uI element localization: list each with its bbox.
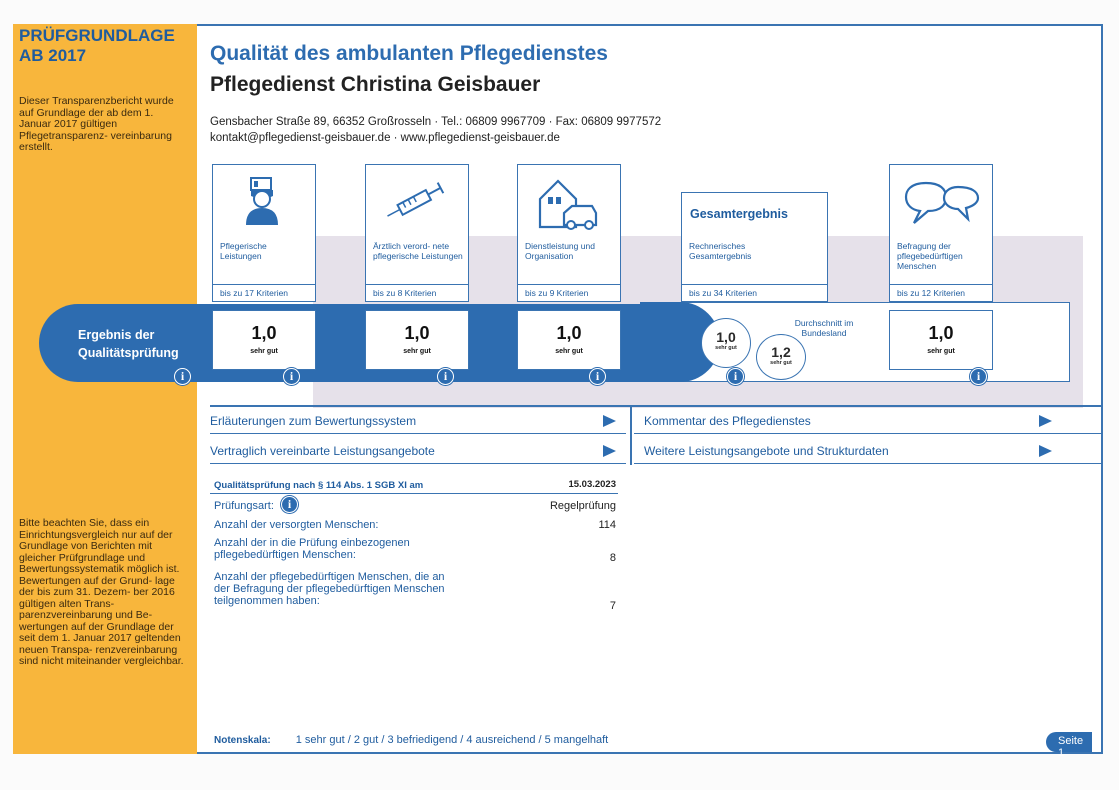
play-arrow-icon[interactable]	[1039, 445, 1052, 457]
page-number: Seite 1	[1046, 732, 1092, 752]
card-criteria: bis zu 12 Kriterien	[890, 284, 992, 301]
card-criteria: bis zu 34 Kriterien	[682, 284, 827, 301]
info-icon[interactable]: i	[281, 496, 298, 513]
card-dienstleistung	[517, 164, 621, 302]
address: Gensbacher Straße 89, 66352 Großrosseln · Tel.: 06809 9967709 · Fax: 06809 9977572	[210, 116, 662, 128]
sidebar-title-line2: AB 2017	[19, 46, 87, 65]
info-icon[interactable]: i	[589, 368, 606, 385]
play-arrow-icon[interactable]	[1039, 415, 1052, 427]
card-label: Pflegerische Leistungen	[220, 241, 267, 261]
link-label: Kommentar des Pflegedienstes	[644, 414, 811, 428]
gesamtergebnis-heading: Gesamtergebnis	[690, 207, 788, 221]
syringe-icon	[382, 177, 454, 225]
sidebar-title	[19, 26, 179, 66]
nurse-icon	[243, 175, 287, 227]
average-label-text: Durchschnitt im Bundesland	[794, 318, 854, 338]
link-label: Erläuterungen zum Bewertungssystem	[210, 414, 417, 428]
score-value: 1,0	[251, 323, 277, 343]
address-block	[210, 114, 661, 146]
score-grade: sehr gut	[927, 348, 955, 355]
link-leistungsangebote[interactable]	[210, 437, 626, 464]
divider	[210, 752, 1103, 754]
page-title: Qualität des ambulanten Pflegedienstes	[210, 42, 608, 65]
info-icon[interactable]: i	[437, 368, 454, 385]
pruefung-label: Qualitätsprüfung nach § 114 Abs. 1 SGB XI am	[214, 480, 424, 491]
score-value: 1,0	[404, 323, 430, 343]
score-grade: sehr gut	[555, 348, 583, 355]
link-label: Weitere Leistungsangebote und Strukturdaten	[644, 444, 889, 458]
card-befragung	[889, 164, 993, 302]
result-label	[78, 326, 188, 362]
average-score-value: 1,2	[771, 344, 791, 360]
play-arrow-icon[interactable]	[603, 445, 616, 457]
art-label: Prüfungsart:	[214, 500, 274, 512]
card-label: Befragung der pflegebedürftigen Menschen	[897, 241, 963, 271]
result-label-text: Ergebnis der Qualitätsprüfung	[78, 328, 179, 360]
card-label: Rechnerisches Gesamtergebnis	[689, 241, 752, 261]
card-gesamtergebnis	[681, 192, 828, 302]
card-criteria: bis zu 8 Kriterien	[366, 284, 468, 301]
speech-bubbles-icon	[904, 179, 980, 229]
befragung-label: Anzahl der pflegebedürftigen Menschen, die an der Befragung der pflegebedürftigen Menschen teilgenommen haben:	[214, 571, 445, 607]
score-box-2	[365, 310, 469, 370]
play-arrow-icon[interactable]	[603, 415, 616, 427]
contact: kontakt@pflegedienst-geisbauer.de · www.pflegedienst-geisbauer.de	[210, 132, 560, 144]
sidebar-note: Bitte beachten Sie, dass ein Einrichtungsvergleich nur auf der Grundlage von Berichten mit gleicher Prüfgrundlage und Bewertungssystematik möglich ist. Bewertungen auf der Grund- lage der bis zum 31. Dezem- ber 2016 gültigen alten Trans- parenzvereinbarung und Be- wertungen auf der Grundlage der seit dem 1. Januar 2017 geltenden neuen Transpa- renzvereinbarung sind nicht miteinander vergleichbar.	[19, 517, 184, 667]
average-score-circle	[756, 334, 806, 380]
card-label: Ärztlich verord- nete pflegerische Leistungen	[373, 241, 463, 261]
link-weitere-leistungsangebote[interactable]	[634, 437, 1103, 464]
link-kommentar[interactable]	[634, 407, 1103, 434]
score-box-5	[889, 310, 993, 370]
sidebar-title-line1: PRÜFGRUNDLAGE	[19, 26, 175, 45]
info-icon[interactable]: i	[970, 368, 987, 385]
gesamt-score-circle	[701, 318, 751, 368]
score-grade: sehr gut	[250, 348, 278, 355]
art-value: Regelprüfung	[549, 500, 616, 512]
divider-vertical	[630, 407, 632, 465]
score-grade: sehr gut	[403, 348, 431, 355]
score-value: 1,0	[556, 323, 582, 343]
einbezogen-value: 8	[609, 552, 616, 564]
pruefung-date: 15.03.2023	[568, 479, 616, 490]
score-value: 1,0	[716, 329, 736, 345]
info-icon[interactable]: i	[727, 368, 744, 385]
versorgt-value: 114	[598, 519, 616, 531]
notenskala-label: Notenskala:	[214, 735, 271, 746]
notenskala-text: 1 sehr gut / 2 gut / 3 befriedigend / 4 ausreichend / 5 mangelhaft	[295, 734, 609, 746]
befragung-value: 7	[609, 600, 616, 612]
house-car-icon	[536, 175, 602, 231]
link-erlaeuterungen[interactable]	[210, 407, 626, 434]
score-box-1	[212, 310, 316, 370]
info-icon[interactable]: i	[283, 368, 300, 385]
card-criteria: bis zu 17 Kriterien	[213, 284, 315, 301]
score-grade: sehr gut	[715, 345, 737, 351]
card-criteria: bis zu 9 Kriterien	[518, 284, 620, 301]
versorgt-label: Anzahl der versorgten Menschen:	[214, 519, 379, 531]
score-box-3	[517, 310, 621, 370]
sidebar-intro: Dieser Transparenzbericht wurde auf Grundlage der ab dem 1. Januar 2017 gültigen Pflegetransparenz- vereinbarung erstellt.	[19, 95, 174, 153]
info-icon[interactable]: i	[174, 368, 191, 385]
link-label: Vertraglich vereinbarte Leistungsangebote	[210, 444, 435, 458]
card-label: Dienstleistung und Organisation	[525, 241, 595, 261]
average-score-grade: sehr gut	[770, 360, 792, 366]
divider	[210, 493, 618, 494]
provider-name: Pflegedienst Christina Geisbauer	[210, 73, 541, 96]
notenskala	[214, 734, 608, 746]
card-pflegerische-leistungen	[212, 164, 316, 302]
einbezogen-label: Anzahl der in die Prüfung einbezogenen pflegebedürftigen Menschen:	[214, 537, 410, 561]
score-value: 1,0	[928, 323, 954, 343]
card-aerztlich-verordnete	[365, 164, 469, 302]
